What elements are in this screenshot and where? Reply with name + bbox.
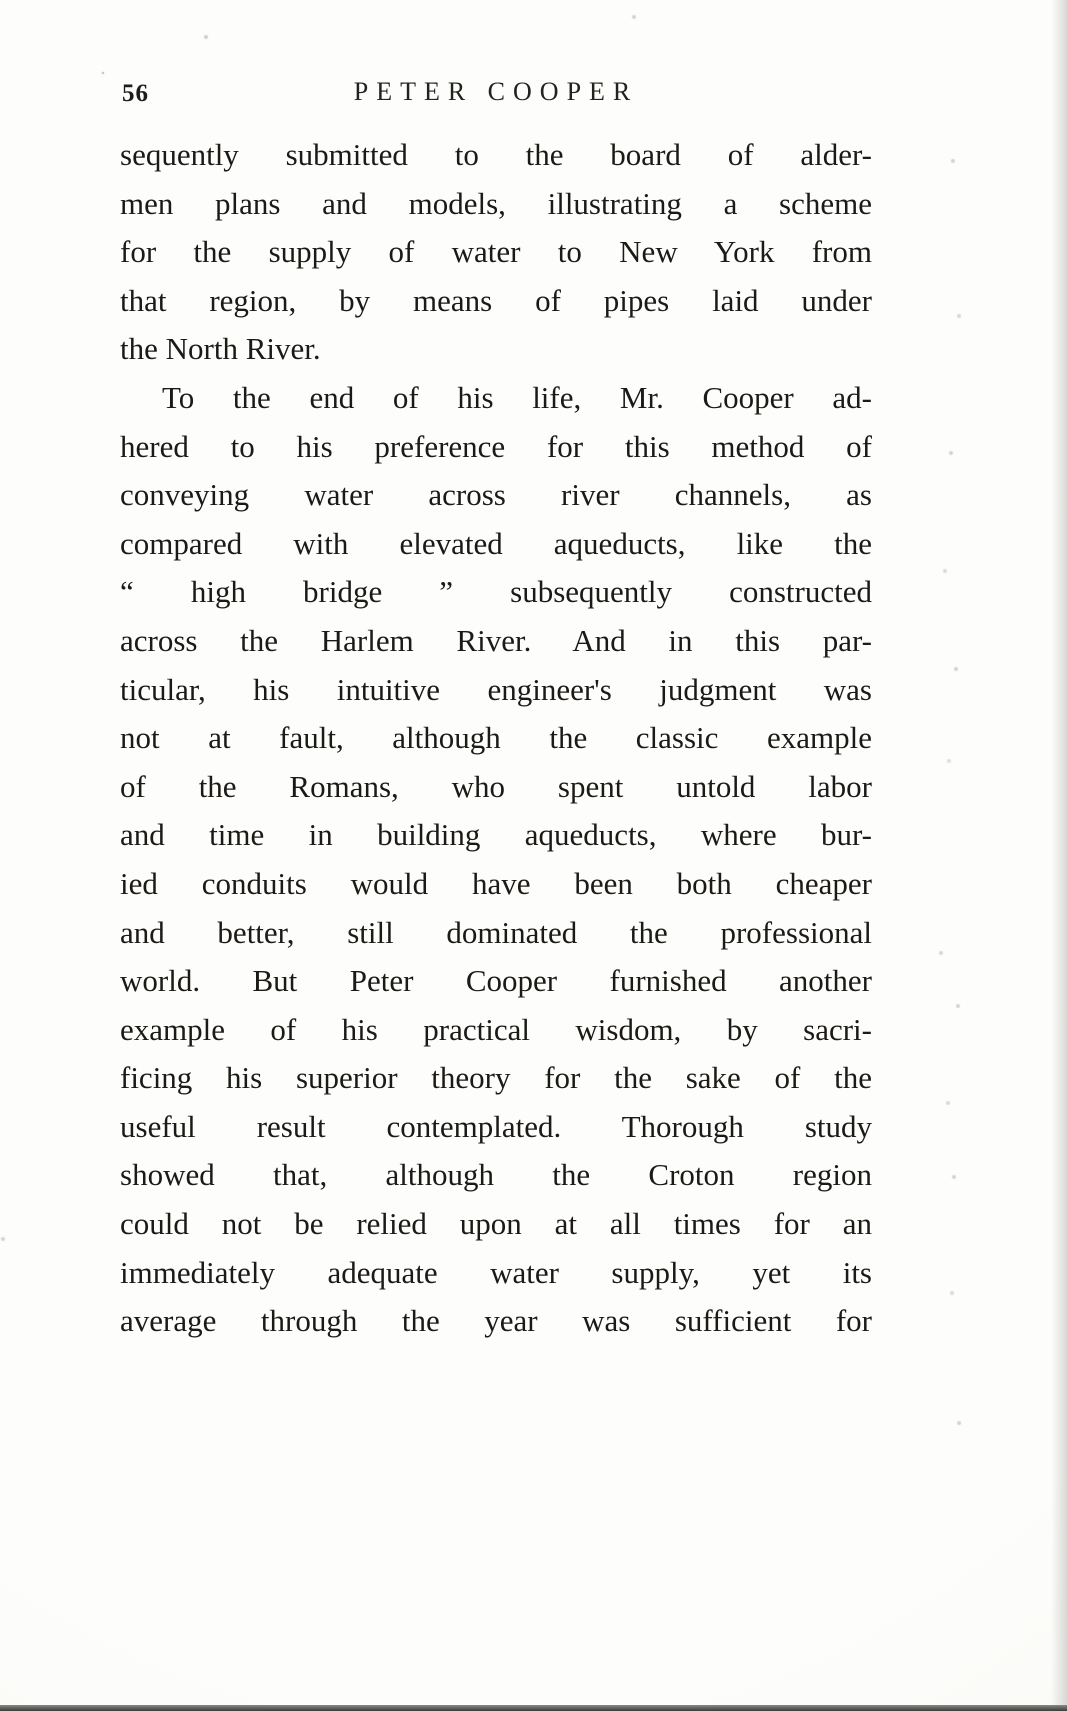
text-block — [120, 131, 872, 1346]
page-header-row — [120, 74, 872, 114]
text-line: across the Harlem River. And in this par- — [120, 622, 872, 658]
text-line: useful result contemplated. Thorough study — [120, 1108, 872, 1144]
running-header: PETER COOPER — [353, 77, 639, 106]
text-line: showed that, although the Croton region — [120, 1157, 872, 1193]
scan-bottom-edge — [0, 1705, 1067, 1711]
text-line: hered to his preference for this method of — [120, 428, 872, 464]
text-line: not at fault, although the classic example — [120, 720, 872, 756]
text-line: could not be relied upon at all times for an — [120, 1206, 872, 1242]
text-line: and time in building aqueducts, where bur- — [120, 817, 872, 853]
text-line: “ high bridge ” subsequently constructed — [120, 574, 872, 610]
text-line: the North River. — [120, 331, 321, 367]
text-line: immediately adequate water supply, yet its — [120, 1254, 872, 1290]
text-line: ficing his superior theory for the sake of the — [120, 1060, 872, 1096]
page-number: 56 — [122, 80, 149, 107]
text-line: for the supply of water to New York from — [120, 234, 872, 270]
text-line: of the Romans, who spent untold labor — [120, 768, 872, 804]
scan-edge-shadow — [1051, 0, 1067, 1711]
text-line: To the end of his life, Mr. Cooper ad- — [162, 379, 872, 415]
text-line: ticular, his intuitive engineer's judgment was — [120, 671, 872, 707]
text-line: ied conduits would have been both cheaper — [120, 865, 872, 901]
text-line: men plans and models, illustrating a scheme — [120, 185, 872, 221]
text-line: conveying water across river channels, as — [120, 477, 872, 513]
text-line: that region, by means of pipes laid under — [120, 282, 872, 318]
scan-specks — [0, 0, 2, 2]
text-line: sequently submitted to the board of alder- — [120, 137, 872, 172]
text-line: example of his practical wisdom, by sacri- — [120, 1011, 872, 1047]
text-line: compared with elevated aqueducts, like the — [120, 525, 872, 561]
text-line: world. But Peter Cooper furnished another — [120, 963, 872, 999]
text-line: and better, still dominated the professional — [120, 914, 872, 950]
text-line: average through the year was sufficient for — [120, 1303, 872, 1339]
